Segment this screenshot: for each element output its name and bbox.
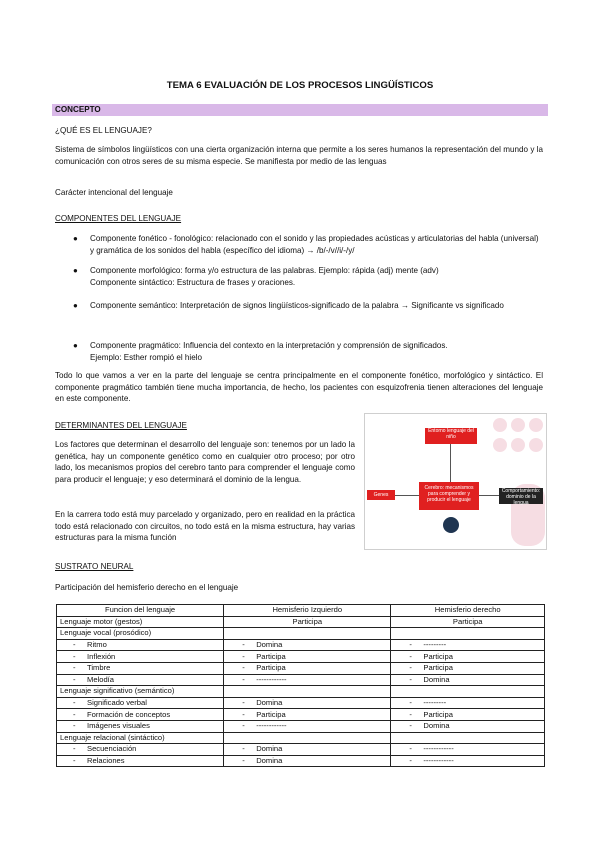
table-row: [57, 697, 545, 709]
table-cell: [224, 755, 391, 767]
table-row: [57, 732, 545, 744]
table-cell: [57, 709, 224, 721]
table-cell: [391, 674, 545, 686]
section-bar: [52, 104, 548, 116]
dash-marker: -: [242, 663, 245, 673]
table-cell: [391, 755, 545, 767]
table-cell-text: Domina: [256, 744, 283, 754]
table-cell: Lenguaje vocal (prosódico): [57, 628, 224, 640]
determinants-heading: DETERMINANTES DEL LENGUAJE: [55, 421, 187, 430]
dash-marker: -: [242, 709, 245, 719]
decor-dot: [511, 418, 525, 432]
table-cell-text: ---------: [423, 698, 447, 708]
table-cell-text: Timbre: [87, 663, 111, 673]
table-header-cell: Hemisferio Izquierdo: [224, 605, 391, 617]
table-cell: [224, 720, 391, 732]
table-cell-text: Domina: [256, 640, 283, 650]
dash-marker: -: [73, 756, 76, 766]
summary-text: Todo lo que vamos a ver en la parte del lenguaje se centra principalmente en el componente fonético, morfológico y sintáctico. El componente pragmático también tiene mucha importancia, de hecho, los pacientes con esquizofrenia tienen alteraciones del lenguaje en este componente.: [55, 371, 543, 403]
head-icon: [443, 517, 459, 533]
diagram-box-behavior: Comportamiento: dominio de la lengua: [499, 488, 543, 504]
table-cell: [57, 720, 224, 732]
page-title: TEMA 6 EVALUACIÓN DE LOS PROCESOS LINGÜÍSTICOS: [166, 80, 434, 91]
table-cell-text: Inflexión: [87, 651, 116, 661]
table-cell-text: Melodía: [87, 674, 115, 684]
table-row: [57, 616, 545, 628]
table-cell: [57, 755, 224, 767]
participation-subtitle: Participación del hemisferio derecho en el lenguaje: [55, 583, 239, 592]
dash-marker: -: [242, 674, 245, 684]
dash-marker: -: [409, 756, 412, 766]
diagram-connector: [450, 444, 451, 484]
definition-text: Sistema de símbolos lingüísticos con una cierta organización interna que permite a los seres humanos la representación del mundo y la comunicación con otros seres de su misma especie. Se manifiesta por medio de las lenguas: [55, 145, 543, 166]
table-cell-text: Participa: [256, 663, 286, 673]
table-cell-text: Imágenes visuales: [87, 721, 150, 731]
substrate-heading: SUSTRATO NEURAL: [55, 562, 134, 571]
component-item-pragmatic: Componente pragmático: Influencia del contexto en la interpretación y comprensión de significados.: [90, 341, 448, 350]
dash-marker: -: [409, 709, 412, 719]
table-cell: [57, 662, 224, 674]
table-cell-text: ------------: [256, 674, 287, 684]
table-cell-text: Domina: [256, 698, 283, 708]
dash-marker: -: [73, 698, 76, 708]
dash-marker: -: [73, 674, 76, 684]
table-cell: [391, 744, 545, 756]
table-cell: Lenguaje motor (gestos): [57, 616, 224, 628]
table-row: [57, 720, 545, 732]
diagram-arrow: [479, 495, 499, 496]
table-cell-text: ------------: [256, 721, 287, 731]
table-cell-text: Domina: [423, 674, 450, 684]
determinants-diagram: [364, 413, 547, 550]
table-cell: [57, 639, 224, 651]
table-cell: [391, 709, 545, 721]
decor-dot: [493, 438, 507, 452]
table-cell: [224, 674, 391, 686]
table-cell-text: Participa: [256, 651, 286, 661]
table-row: [57, 651, 545, 663]
table-cell: Lenguaje significativo (semántico): [57, 686, 224, 698]
table-cell: [224, 628, 391, 640]
table-row: [57, 744, 545, 756]
table-header-row: [57, 605, 545, 617]
decor-dot: [529, 438, 543, 452]
table-header-cell: Hemisferio derecho: [391, 605, 545, 617]
decor-dot: [529, 418, 543, 432]
table-row: [57, 662, 545, 674]
dash-marker: -: [409, 744, 412, 754]
bullet-icon: ●: [73, 234, 78, 243]
components-heading: COMPONENTES DEL LENGUAJE: [55, 214, 182, 223]
determinants-paragraph-1: Los factores que determinan el desarrollo del lenguaje son: tenemos por un lado la genética, hay un componente genético como en cualquier otro proceso; por otro lado, los mecanismos propios del cerebro tanto para comprender el lenguaje como para producir el lenguaje; y eso determinará el dominio de la lengua.: [55, 440, 355, 484]
dash-marker: -: [409, 651, 412, 661]
dash-marker: -: [73, 744, 76, 754]
table-cell: [224, 651, 391, 663]
component-item-phonetic: Componente fonético - fonológico: relacionado con el sonido y las propiedades acústicas y articulatorias del habla (universal) y gramática de los sonidos del habla (específico del idioma) → /b/-/v//i/-/y/: [90, 234, 539, 255]
hemisphere-table: [56, 604, 545, 767]
table-cell: Participa: [224, 616, 391, 628]
table-cell: [57, 674, 224, 686]
dash-marker: -: [242, 756, 245, 766]
table-row: [57, 674, 545, 686]
component-item-semantic: Componente semántico: Interpretación de signos lingüísticos-significado de la palabra → Significante vs significado: [90, 301, 504, 310]
dash-marker: -: [73, 663, 76, 673]
decor-dot: [511, 438, 525, 452]
table-cell: [391, 662, 545, 674]
table-cell: [57, 651, 224, 663]
component-item-syntactic: Componente sintáctico: Estructura de frases y oraciones.: [90, 278, 296, 287]
component-item-morphological: Componente morfológico: forma y/o estructura de las palabras. Ejemplo: rápida (adj) mente (adv): [90, 266, 439, 275]
dash-marker: -: [73, 721, 76, 731]
table-header-cell: Funcion del lenguaje: [57, 605, 224, 617]
bullet-icon: ●: [73, 301, 78, 310]
table-cell-text: Significado verbal: [87, 698, 147, 708]
table-cell: [224, 639, 391, 651]
table-cell: [391, 628, 545, 640]
component-item-pragmatic-example: Ejemplo: Esther rompió el hielo: [90, 353, 203, 362]
table-cell: [391, 720, 545, 732]
table-cell: [391, 639, 545, 651]
dash-marker: -: [409, 674, 412, 684]
table-cell-text: Ritmo: [87, 640, 107, 650]
table-cell: [391, 686, 545, 698]
table-cell-text: Domina: [256, 756, 283, 766]
table-cell-text: Secuenciación: [87, 744, 137, 754]
table-cell: [224, 732, 391, 744]
diagram-box-genes: Genes: [367, 490, 395, 500]
decor-dot: [493, 418, 507, 432]
dash-marker: -: [73, 651, 76, 661]
diagram-box-brain: Cerebro: mecanismos para comprender y producir el lenguaje: [419, 482, 479, 510]
bullet-icon: ●: [73, 341, 78, 350]
table-cell: [57, 744, 224, 756]
dash-marker: -: [409, 640, 412, 650]
dash-marker: -: [242, 640, 245, 650]
table-cell-text: ---------: [423, 640, 447, 650]
table-row: [57, 628, 545, 640]
dash-marker: -: [242, 651, 245, 661]
table-cell-text: ------------: [423, 756, 454, 766]
determinants-paragraph-2: En la carrera todo está muy parcelado y organizado, pero en realidad en la práctica todo está relacionado con circuitos, no todo está en la misma estructura, hay varias estructuras para la misma función: [55, 510, 355, 542]
table-cell-text: Participa: [423, 651, 453, 661]
dash-marker: -: [409, 721, 412, 731]
table-row: [57, 755, 545, 767]
table-cell: [224, 686, 391, 698]
dash-marker: -: [242, 744, 245, 754]
intentional-text: Carácter intencional del lenguaje: [55, 188, 173, 197]
table-cell: [224, 744, 391, 756]
table-cell: [391, 732, 545, 744]
table-cell-text: Participa: [423, 709, 453, 719]
table-cell: [224, 697, 391, 709]
table-cell-text: Participa: [423, 663, 453, 673]
table-row: [57, 686, 545, 698]
table-cell-text: Participa: [256, 709, 286, 719]
table-cell: [391, 697, 545, 709]
table-cell-text: Formación de conceptos: [87, 709, 171, 719]
table-row: [57, 639, 545, 651]
dash-marker: -: [409, 698, 412, 708]
table-cell: [57, 697, 224, 709]
table-cell-text: Relaciones: [87, 756, 125, 766]
table-cell: [224, 662, 391, 674]
table-cell-text: ------------: [423, 744, 454, 754]
table-cell-text: Domina: [423, 721, 450, 731]
dash-marker: -: [73, 709, 76, 719]
diagram-box-environment: Entorno lenguaje del niño: [425, 428, 477, 444]
dash-marker: -: [242, 721, 245, 731]
dash-marker: -: [73, 640, 76, 650]
table-cell: Lenguaje relacional (sintáctico): [57, 732, 224, 744]
bullet-icon: ●: [73, 266, 78, 275]
table-cell: Participa: [391, 616, 545, 628]
table-row: [57, 709, 545, 721]
question-heading: ¿QUÉ ES EL LENGUAJE?: [55, 126, 152, 135]
dash-marker: -: [409, 663, 412, 673]
section-bar-label: CONCEPTO: [55, 105, 101, 114]
diagram-arrow: [395, 495, 419, 496]
table-cell: [391, 651, 545, 663]
dash-marker: -: [242, 698, 245, 708]
table-cell: [224, 709, 391, 721]
